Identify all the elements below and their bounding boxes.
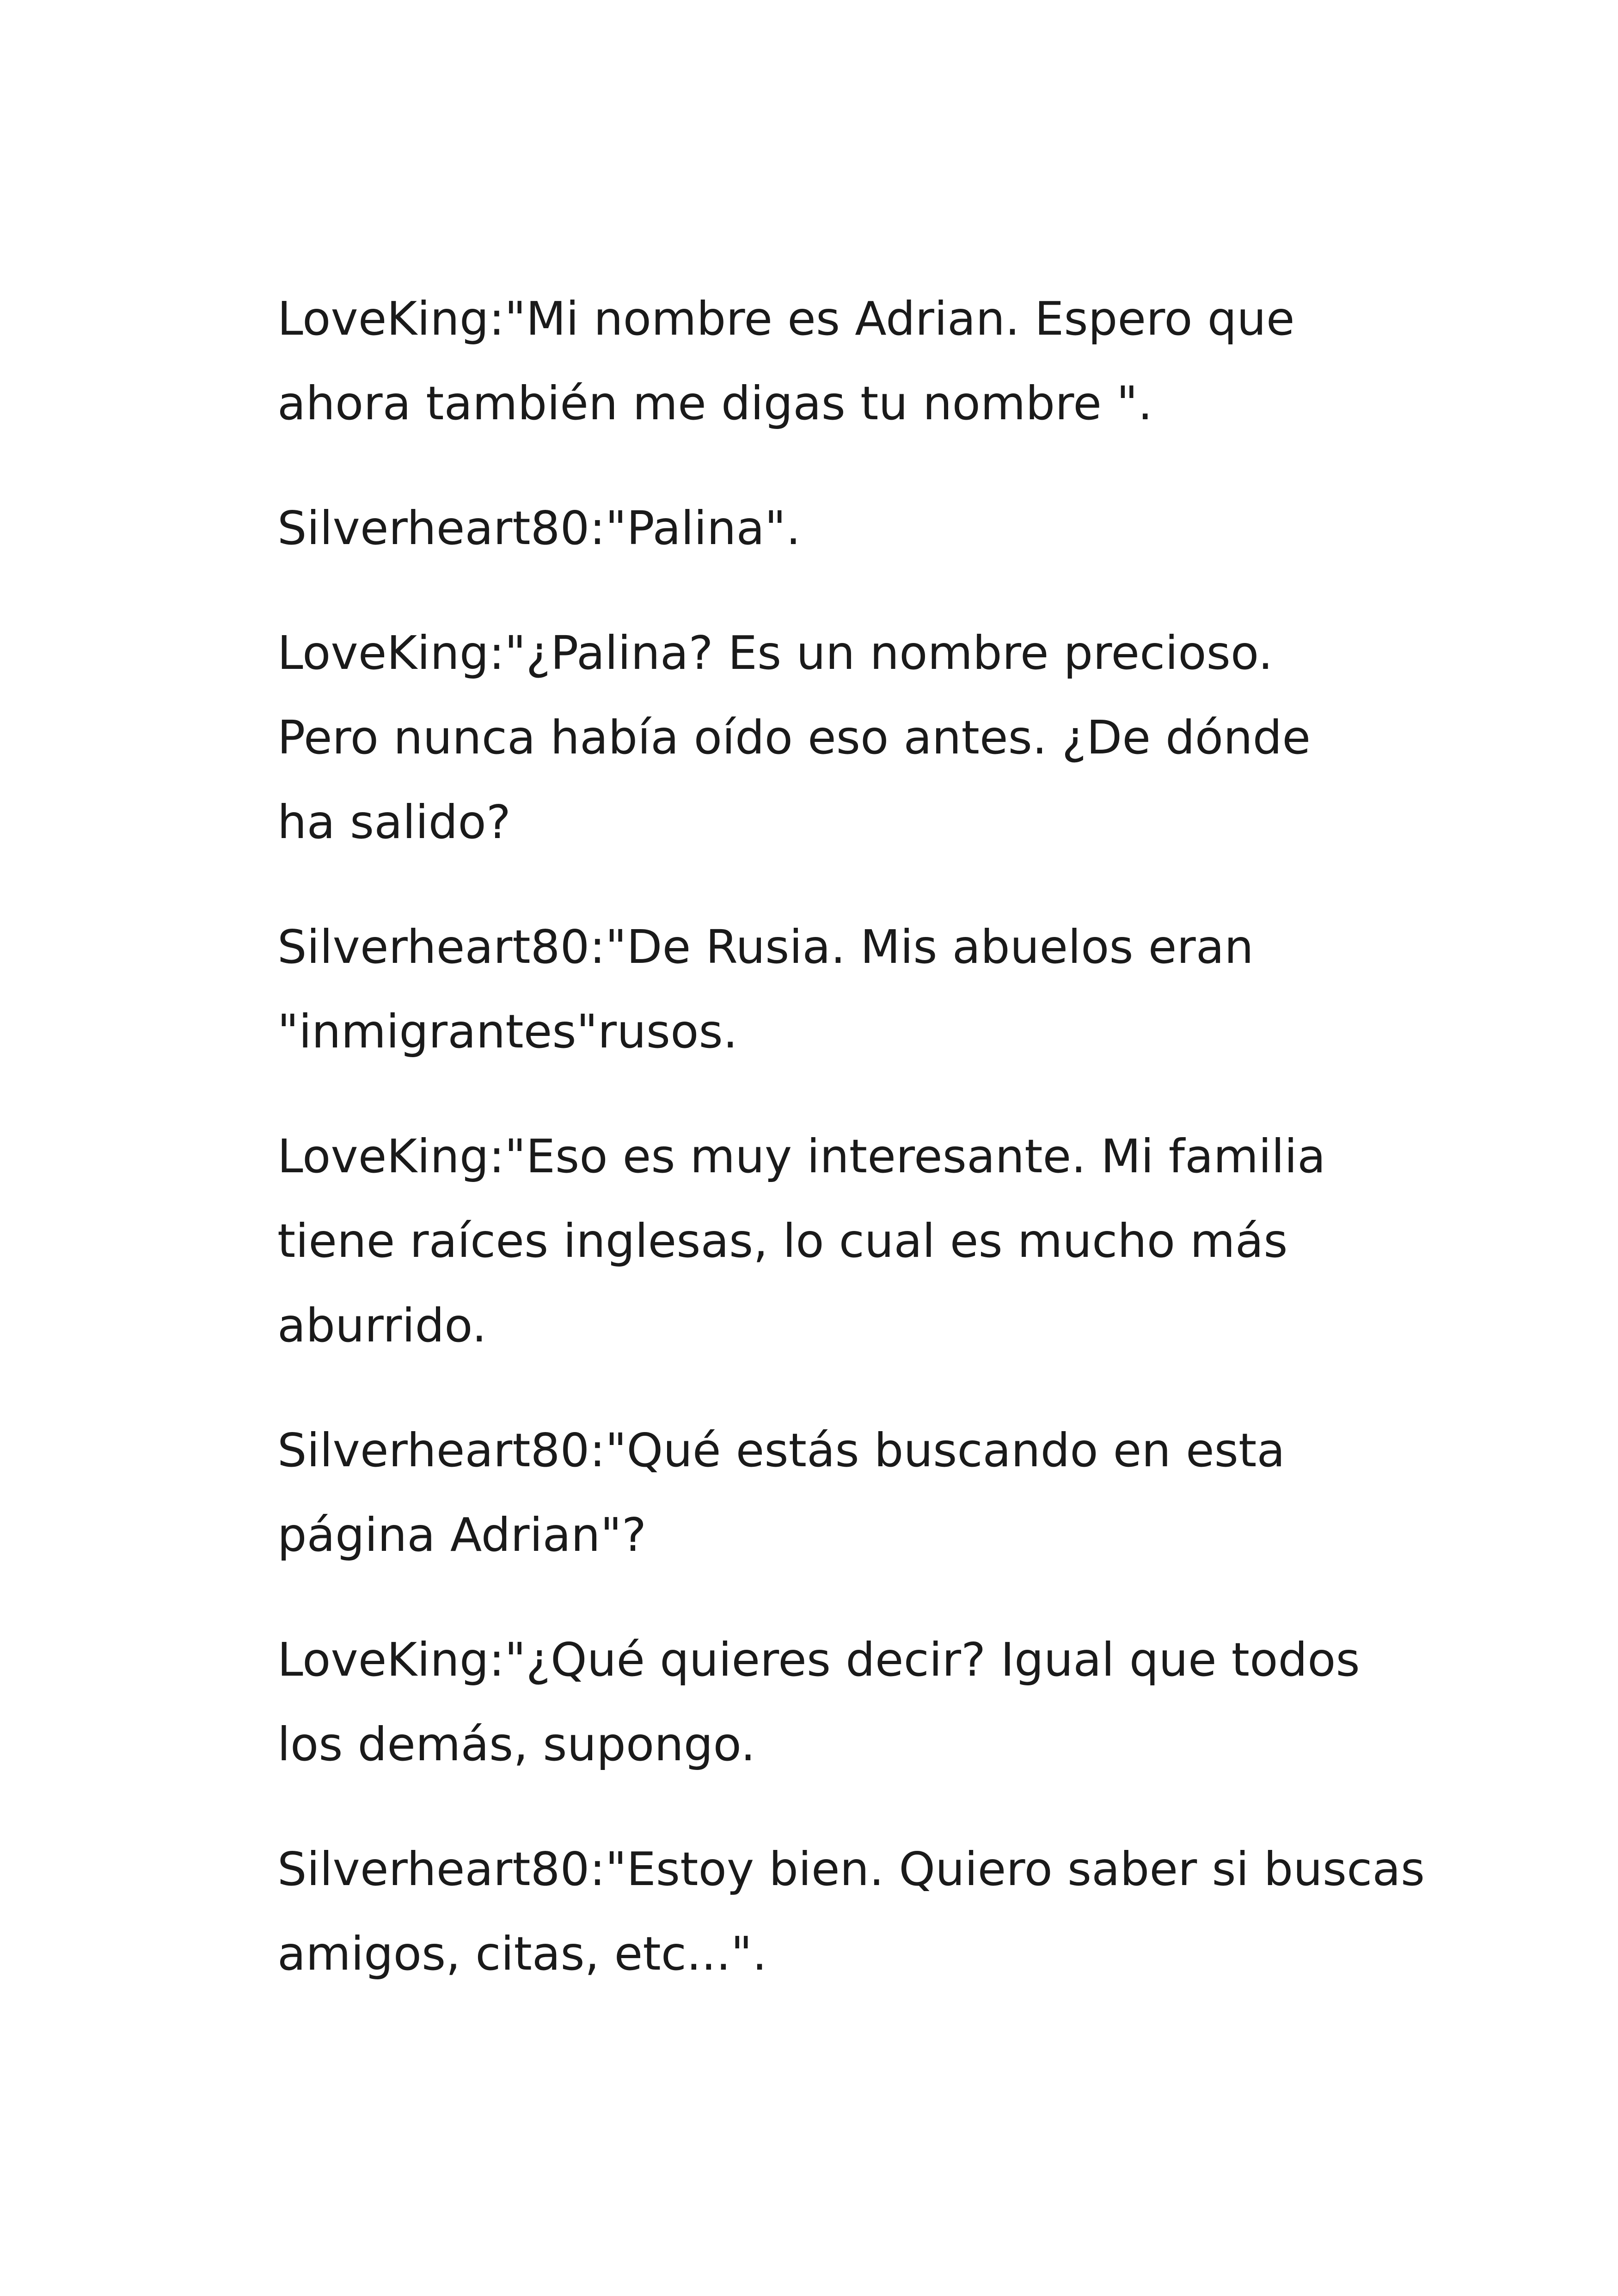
text-line: LoveKing:"¿Palina? Es un nombre precioso. bbox=[277, 626, 1273, 680]
text-line: Silverheart80:"De Rusia. Mis abuelos eran bbox=[277, 920, 1254, 974]
text-line: aburrido. bbox=[277, 1298, 487, 1353]
text-line: amigos, citas, etc...". bbox=[277, 1927, 767, 1981]
text-line: página Adrian"? bbox=[277, 1508, 647, 1562]
text-line: LoveKing:"Mi nombre es Adrian. Espero que bbox=[277, 292, 1295, 346]
text-line: tiene raíces inglesas, lo cual es mucho más bbox=[277, 1214, 1288, 1268]
text-line: Silverheart80:"Qué estás buscando en esta bbox=[277, 1423, 1285, 1477]
text-line: los demás, supongo. bbox=[277, 1717, 756, 1771]
message-paragraph bbox=[277, 1827, 1425, 1996]
message-paragraph bbox=[277, 1408, 1405, 1577]
message-paragraph bbox=[277, 1114, 1405, 1368]
message-paragraph bbox=[277, 1617, 1405, 1787]
text-line: LoveKing:"Eso es muy interesante. Mi familia bbox=[277, 1129, 1326, 1183]
message-paragraph bbox=[277, 486, 1405, 570]
chat-transcript bbox=[277, 276, 1425, 2036]
text-line: ha salido? bbox=[277, 795, 511, 849]
text-line: ahora también me digas tu nombre ". bbox=[277, 376, 1153, 430]
text-line: LoveKing:"¿Qué quieres decir? Igual que todos bbox=[277, 1633, 1360, 1687]
text-line: Pero nunca había oído eso antes. ¿De dónde bbox=[277, 710, 1311, 765]
message-paragraph bbox=[277, 905, 1405, 1074]
text-line: Silverheart80:"Palina". bbox=[277, 501, 801, 555]
message-paragraph bbox=[277, 611, 1405, 864]
text-line: Silverheart80:"Estoy bien. Quiero saber si buscas bbox=[277, 1842, 1425, 1896]
text-line: "inmigrantes"rusos. bbox=[277, 1004, 738, 1059]
message-paragraph bbox=[277, 276, 1405, 446]
